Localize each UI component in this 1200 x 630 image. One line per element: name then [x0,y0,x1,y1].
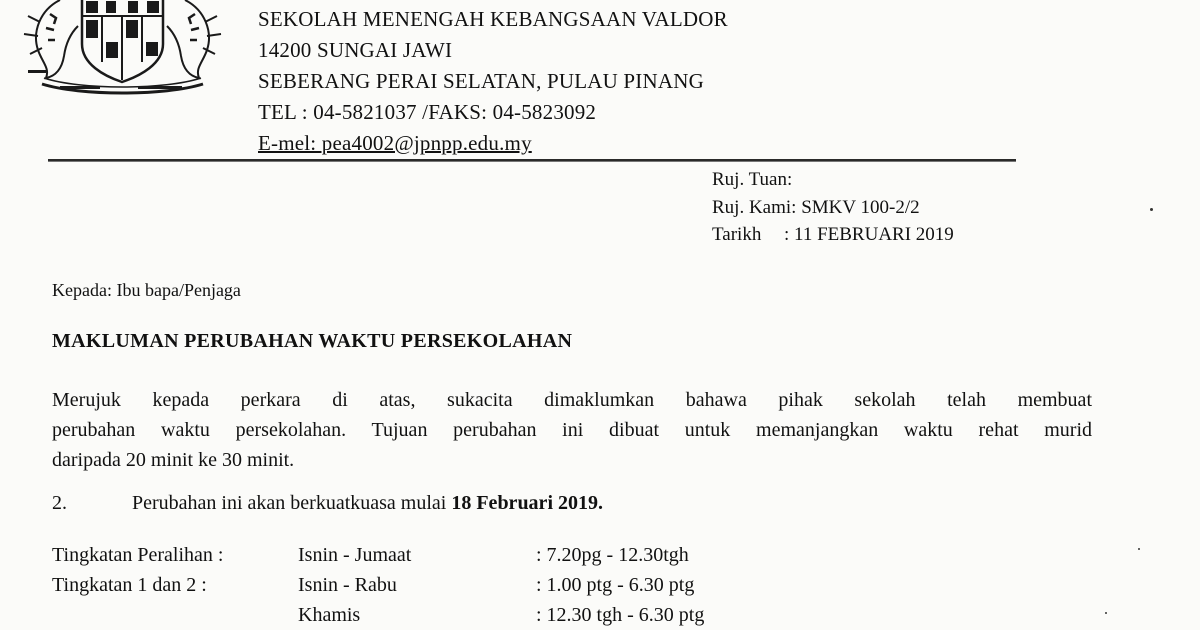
schedule-time: : 1.00 ptg - 6.30 ptg [536,574,695,596]
paragraph-1-line-1: Merujuk kepada perkara di atas, sukacita dimaklumkan bahawa pihak sekolah telah membuat [52,389,1092,411]
date-label: Tarikh [712,224,762,245]
paragraph-number: 2. [52,492,67,514]
reference-block [712,166,954,249]
paragraph-2 [52,492,603,515]
schedule-group: Tingkatan 1 dan 2 : [52,574,207,596]
recipient-line: Kepada: Ibu bapa/Penjaga [52,280,241,300]
school-crest-icon [20,0,225,97]
schedule-days: Khamis [298,604,361,626]
paragraph-1-line-2: perubahan waktu persekolahan. Tujuan perubahan ini dibuat untuk memanjangkan waktu rehat murid [52,419,1092,441]
schedule-group: Tingkatan Peralihan : [52,544,224,566]
letterhead [258,4,728,159]
paragraph-2-text: Perubahan ini akan berkuatkuasa mulai [132,492,452,514]
phone-fax: TEL : 04-5821037 /FAKS: 04-5823092 [258,100,597,124]
paragraph-1 [52,385,1092,475]
address-line-1: 14200 SUNGAI JAWI [258,38,453,62]
email-address: E-mel: pea4002@jpnpp.edu.my [258,131,532,155]
paragraph-1-line-3: daripada 20 minit ke 30 minit. [52,449,295,471]
scan-speck [1150,208,1153,211]
schedule-time: : 12.30 tgh - 6.30 ptg [536,604,705,626]
scan-speck [1138,548,1140,550]
ruj-kami: Ruj. Kami: SMKV 100-2/2 [712,196,920,218]
letter-subject: MAKLUMAN PERUBAHAN WAKTU PERSEKOLAHAN [52,330,573,352]
address-line-2: SEBERANG PERAI SELATAN, PULAU PINANG [258,69,704,93]
date-row [712,221,954,249]
date-value: : 11 FEBRUARI 2019 [784,224,954,245]
ruj-tuan: Ruj. Tuan: [712,169,793,190]
effective-date: 18 Februari 2019. [451,492,603,514]
schedule-days: Isnin - Jumaat [298,544,412,566]
school-name: SEKOLAH MENENGAH KEBANGSAAN VALDOR [258,7,728,31]
header-divider [48,159,1016,161]
scan-speck [1105,612,1107,614]
schedule-time: : 7.20pg - 12.30tgh [536,544,689,566]
schedule-days: Isnin - Rabu [298,574,397,596]
